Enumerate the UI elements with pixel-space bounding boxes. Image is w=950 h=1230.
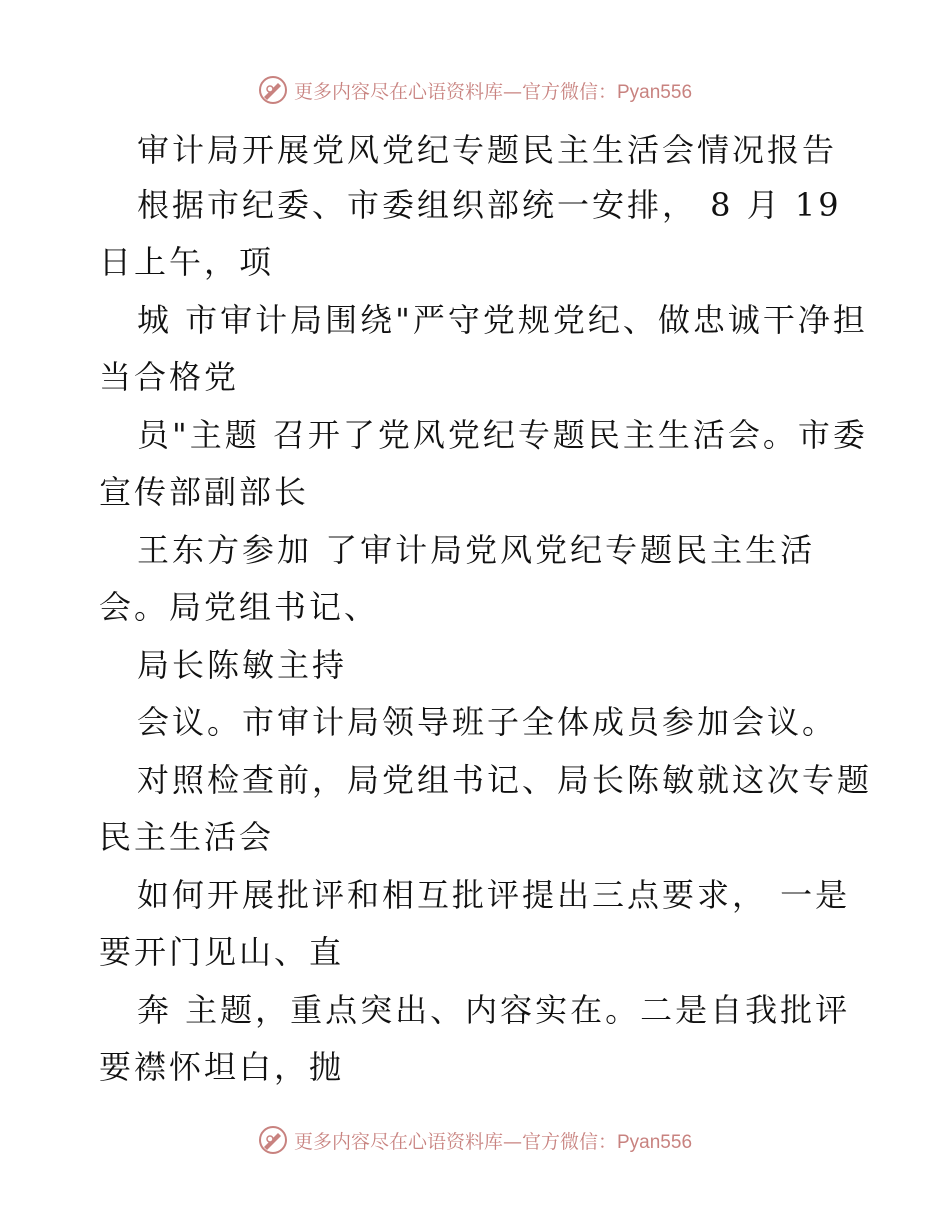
paragraph-line: 根据市纪委、市委组织部统一安排， 8 月 19 (137, 186, 842, 224)
paragraph-line: 对照检查前，局党组书记、局长陈敏就这次专题 (137, 761, 873, 799)
paragraph-line: 会。局党组书记、 (99, 588, 380, 626)
paragraph-line: 会议。市审计局领导班子全体成员参加会议。 (137, 703, 838, 741)
paragraph-line: 员"主题 召开了党风党纪专题民主生活会。市委 (137, 416, 868, 454)
watermark-text: 更多内容尽在心语资料库—官方微信：Pyan556 (293, 80, 693, 103)
paragraph-line: 城 市审计局围绕"严守党规党纪、做忠诚干净担 (137, 301, 868, 339)
pen-seal-logo-icon (258, 1125, 288, 1155)
wechat-id: Pyan556 (617, 81, 693, 103)
footer-watermark (0, 1120, 950, 1160)
header-watermark (0, 70, 950, 110)
paragraph-line: 要襟怀坦白，抛 (99, 1048, 345, 1086)
paragraph-line: 民主生活会 (99, 818, 275, 856)
paragraph-line: 如何开展批评和相互批评提出三点要求， 一是 (137, 876, 851, 914)
wechat-id: Pyan556 (617, 1131, 693, 1153)
paragraph-line: 当合格党 (99, 358, 240, 396)
paragraph-line: 局长陈敏主持 (137, 646, 348, 684)
paragraph-line: 奔 主题，重点突出、内容实在。二是自我批评 (137, 991, 851, 1029)
paragraph-line: 王东方参加 了审计局党风党纪专题民主生活 (137, 531, 816, 569)
paragraph-line: 日上午，项 (99, 243, 275, 281)
pen-seal-logo-icon (258, 75, 288, 105)
paragraph-line: 宣传部副部长 (99, 473, 310, 511)
watermark-text: 更多内容尽在心语资料库—官方微信：Pyan556 (293, 1130, 693, 1153)
paragraph-line: 要开门见山、直 (99, 933, 345, 971)
document-title: 审计局开展党风党纪专题民主生活会情况报告 (137, 131, 838, 169)
